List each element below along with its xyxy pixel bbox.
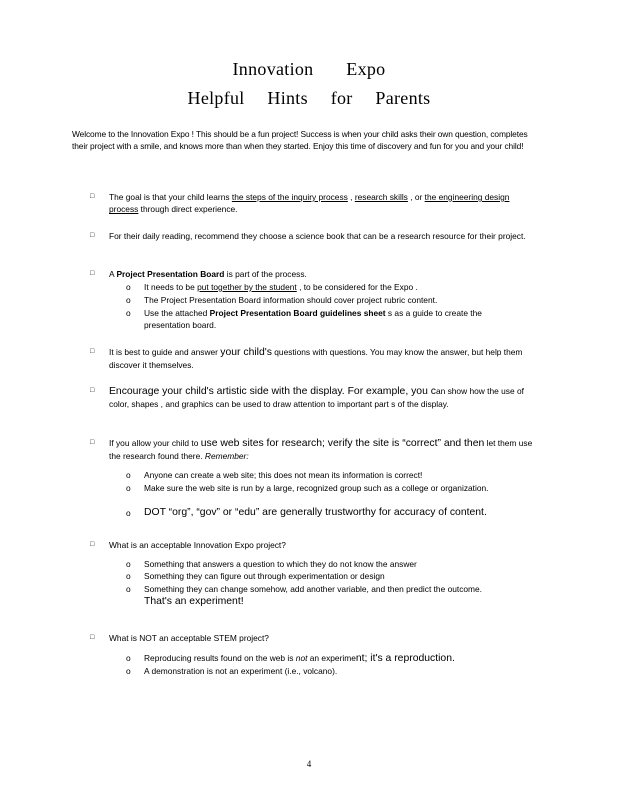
board-sub3-post: s as a guide to create the presentation board. [144,308,482,331]
checkbox-bullet-icon: □ [90,541,95,548]
artistic-text [109,385,541,411]
board-sub-1-text [144,281,524,293]
web-big: use web sites for research; verify the site is “correct” and then [200,438,485,449]
checkbox-bullet-icon: □ [90,348,95,355]
sub-bullet-icon: o [126,295,131,305]
sub-bullet-icon: o [126,559,131,569]
goal-text [109,191,541,216]
title-line-2: Helpful Hints for Parents [187,88,431,108]
guide-text [109,346,541,372]
not-acceptable-sub-1-text [144,652,524,665]
checkbox-bullet-icon: □ [90,634,95,641]
goal-research-skills: research skills [354,192,408,202]
board-sub1-pre: It needs to be [144,282,198,292]
sub-bullet-icon: o [126,508,131,518]
board-sub1-post: , to be considered for the Expo . [296,282,418,292]
artistic-big: Encourage your child's artistic side with the display. For example, you c [109,386,436,397]
guide-small2: questions with questions. You may know the answer, but help them discover it themselves. [109,347,523,371]
web-sub-1-text: Anyone can create a web site; this does not mean its information is correct! [144,470,423,480]
intro-paragraph: Welcome to the Innovation Expo ! This should be a fun project! Success is when your child asks their own question, completes their project with a smile, and knows more than when they started. Enjoy this time of discovery and fun for you and your child! [72,129,528,152]
na-sub1-not: not [295,653,308,663]
board-pre: A [109,269,117,279]
reading-text: For their daily reading, recommend they choose a science book that can be a research resource for their project. [109,231,526,241]
checkbox-bullet-icon: □ [90,439,95,446]
board-sub-3-text [144,307,524,332]
sub-bullet-icon: o [126,470,131,480]
sub-bullet-icon: o [126,308,131,318]
sub-bullet-icon: o [126,483,131,493]
not-acceptable-question: What is NOT an acceptable STEM project? [109,633,269,643]
na-sub1-big: nt; it's a reproduction. [355,653,455,664]
board-sub3-bold: Project Presentation Board guidelines sheet [209,308,386,318]
page-number: 4 [306,759,312,769]
checkbox-bullet-icon: □ [90,270,95,277]
board-sub3-pre: Use the attached [144,308,210,318]
acceptable-sub-2-text: Something they can figure out through experimentation or design [144,571,385,581]
sub-bullet-icon: o [126,584,131,594]
acceptable-sub-3-text [144,583,524,609]
board-sub1-underline: put together by the student [197,282,297,292]
guide-small1: It is best to guide and answer [109,347,221,357]
board-post: is part of the process. [224,269,307,279]
goal-pre: The goal is that your child learns [109,192,232,202]
goal-inquiry-link: the steps of the inquiry process [231,192,348,202]
acceptable-sub3-text: Something they can change somehow, add another variable, and then predict the outcome. [144,584,483,594]
sub-bullet-icon: o [126,571,131,581]
sub-bullet-icon: o [126,666,131,676]
web-sub-3-text: DOT “org”, “gov” or “edu” are generally trustworthy for accuracy of content. [144,507,487,518]
web-small2: let them use the research found there. [109,438,533,462]
checkbox-bullet-icon: □ [90,387,95,394]
artistic-small: an show how the use of color, shapes , and graphics can be used to draw attention to important part s of the display. [109,386,524,410]
goal-sep1: , [347,192,355,202]
guide-big: your child's [220,347,272,358]
goal-engineering-process: the engineering design process [109,192,510,215]
title-line-1: Innovation Expo [232,59,386,79]
not-acceptable-sub-2-text: A demonstration is not an experiment (i.e., volcano). [144,666,338,676]
sub-bullet-icon: o [126,653,131,663]
checkbox-bullet-icon: □ [90,232,95,239]
web-remember: Remember: [204,451,249,462]
goal-post: through direct experience. [138,204,238,215]
na-sub1-mid: an experime [307,653,356,663]
experiment-callout: That's an experiment! [144,596,244,608]
checkbox-bullet-icon: □ [90,193,95,200]
board-bold: Project Presentation Board [116,269,225,279]
board-sub-2-text: The Project Presentation Board information should cover project rubric content. [144,295,438,305]
web-small1: If you allow your child to [109,438,201,448]
acceptable-sub-1-text: Something that answers a question to which they do not know the answer [144,559,417,569]
na-sub1-pre: Reproducing results found on the web is [144,653,296,663]
web-sub-2-text: Make sure the web site is run by a large, recognized group such as a college or organization. [144,483,489,493]
board-text [109,268,541,280]
goal-sep2: , or [407,192,425,202]
acceptable-question: What is an acceptable Innovation Expo project? [109,540,286,550]
web-text [109,437,541,463]
sub-bullet-icon: o [126,282,131,292]
